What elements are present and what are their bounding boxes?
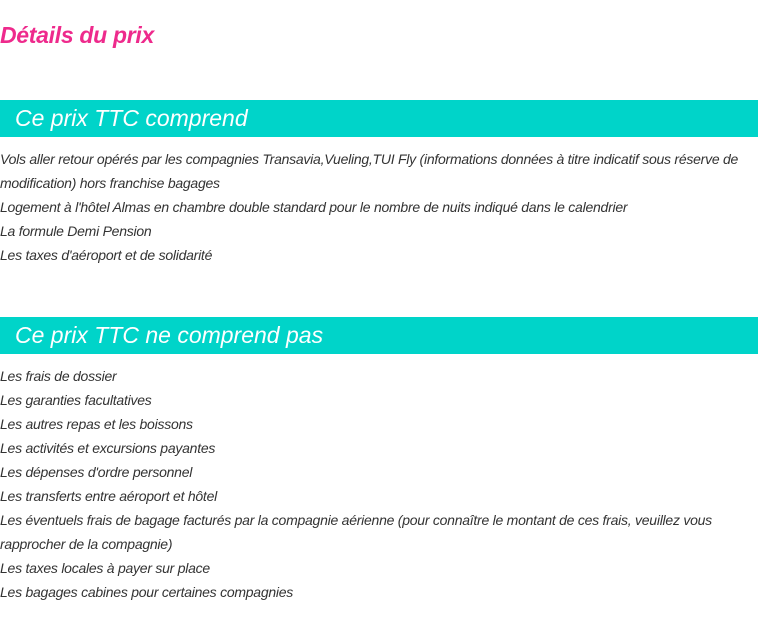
list-item: Les dépenses d'ordre personnel: [0, 464, 193, 480]
list-item: Les transferts entre aéroport et hôtel: [0, 488, 217, 504]
list-item: La formule Demi Pension: [0, 223, 152, 239]
list-item: Vols aller retour opérés par les compagnies Transavia,Vueling,TUI Fly (informations données à titre indicatif sous réserve de modification) hors franchise bagages: [0, 151, 739, 191]
page-title: Détails du prix: [0, 22, 154, 48]
list-item: Les autres repas et les boissons: [0, 416, 193, 432]
list-item: Les taxes d'aéroport et de solidarité: [0, 247, 213, 263]
included-section-header: [0, 100, 758, 137]
list-item: Les taxes locales à payer sur place: [0, 560, 210, 576]
excluded-list: [0, 364, 758, 604]
included-list: [0, 147, 758, 267]
included-section-heading: Ce prix TTC comprend: [15, 105, 248, 131]
excluded-section-heading: Ce prix TTC ne comprend pas: [15, 322, 324, 348]
list-item: Logement à l'hôtel Almas en chambre double standard pour le nombre de nuits indiqué dans le calendrier: [0, 199, 628, 215]
list-item: Les frais de dossier: [0, 368, 117, 384]
list-item: Les garanties facultatives: [0, 392, 152, 408]
list-item: Les activités et excursions payantes: [0, 440, 216, 456]
excluded-section-header: [0, 317, 758, 354]
list-item: Les éventuels frais de bagage facturés par la compagnie aérienne (pour connaître le montant de ces frais, veuillez vous rapprocher de la compagnie): [0, 512, 712, 552]
list-item: Les bagages cabines pour certaines compagnies: [0, 584, 294, 600]
